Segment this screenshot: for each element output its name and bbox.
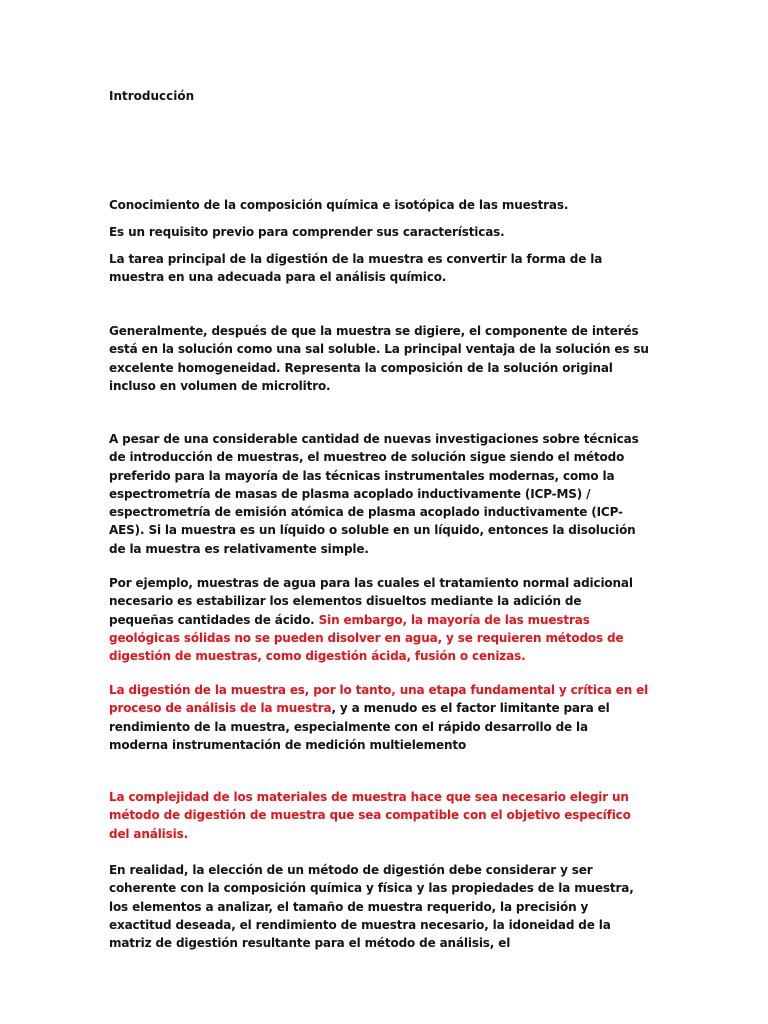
document-heading: Introducción <box>109 89 195 103</box>
paragraph-homogeneity: Generalmente, después de que la muestra se digiere, el componente de interés está en la solución como una sal soluble. La principal ventaja de la solución es su excelente homogeneidad. Representa la composición de la solución original incluso en volumen de microlitro. <box>109 324 649 393</box>
paragraph-digestion-stage <box>109 681 649 754</box>
paragraph-composition: Conocimiento de la composición química e isotópica de las muestras. <box>109 198 569 212</box>
paragraph-water-samples-text: Por ejemplo, muestras de agua para las cuales el tratamiento normal adicional necesario es estabilizar los elementos disueltos mediante la adición de pequeñas cantidades de ácido. <box>109 576 633 627</box>
paragraph-prerequisite: Es un requisito previo para comprender sus características. <box>109 225 505 239</box>
paragraph-water-samples-highlight: Sin embargo, la mayoría de las muestras geológicas sólidas no se pueden disolver en agua, y se requieren métodos de digestión de muestras, como digestión ácida, fusión o cenizas. <box>109 612 624 664</box>
paragraph-digestion-stage-text: , y a menudo es el factor limitante para el rendimiento de la muestra, especialmente con el rápido desarrollo de la moderna instrumentación de medición multielemento <box>109 701 610 752</box>
paragraph-water-samples <box>109 574 649 665</box>
paragraph-digestion-stage-highlight: La digestión de la muestra es, por lo tanto, una etapa fundamental y crítica en el proceso de análisis de la muestra <box>109 683 649 716</box>
paragraph-main-task: La tarea principal de la digestión de la muestra es convertir la forma de la muestra en una adecuada para el análisis químico. <box>109 252 603 285</box>
paragraph-method-choice: En realidad, la elección de un método de digestión debe considerar y ser coherente con la composición química y física y las propiedades de la muestra, los elementos a analizar, el tamaño de muestra requerido, la precisión y exactitud deseada, el rendimiento de muestra necesario, la idoneidad de la matriz de digestión resultante para el método de análisis, el <box>109 863 634 951</box>
paragraph-complexity: La complejidad de los materiales de muestra hace que sea necesario elegir un método de digestión de muestra que sea compatible con el objetivo específico del análisis. <box>109 790 631 841</box>
paragraph-solution-sampling: A pesar de una considerable cantidad de nuevas investigaciones sobre técnicas de introducción de muestras, el muestreo de solución sigue siendo el método preferido para la mayoría de las técnicas instrumentales modernas, como la espectrometría de masas de plasma acoplado inductivamente (ICP-MS) / espectrometría de emisión atómica de plasma acoplado inductivamente (ICP-AES). Si la muestra es un líquido o soluble en un líquido, entonces la disolución de la muestra es relativamente simple. <box>109 432 639 556</box>
